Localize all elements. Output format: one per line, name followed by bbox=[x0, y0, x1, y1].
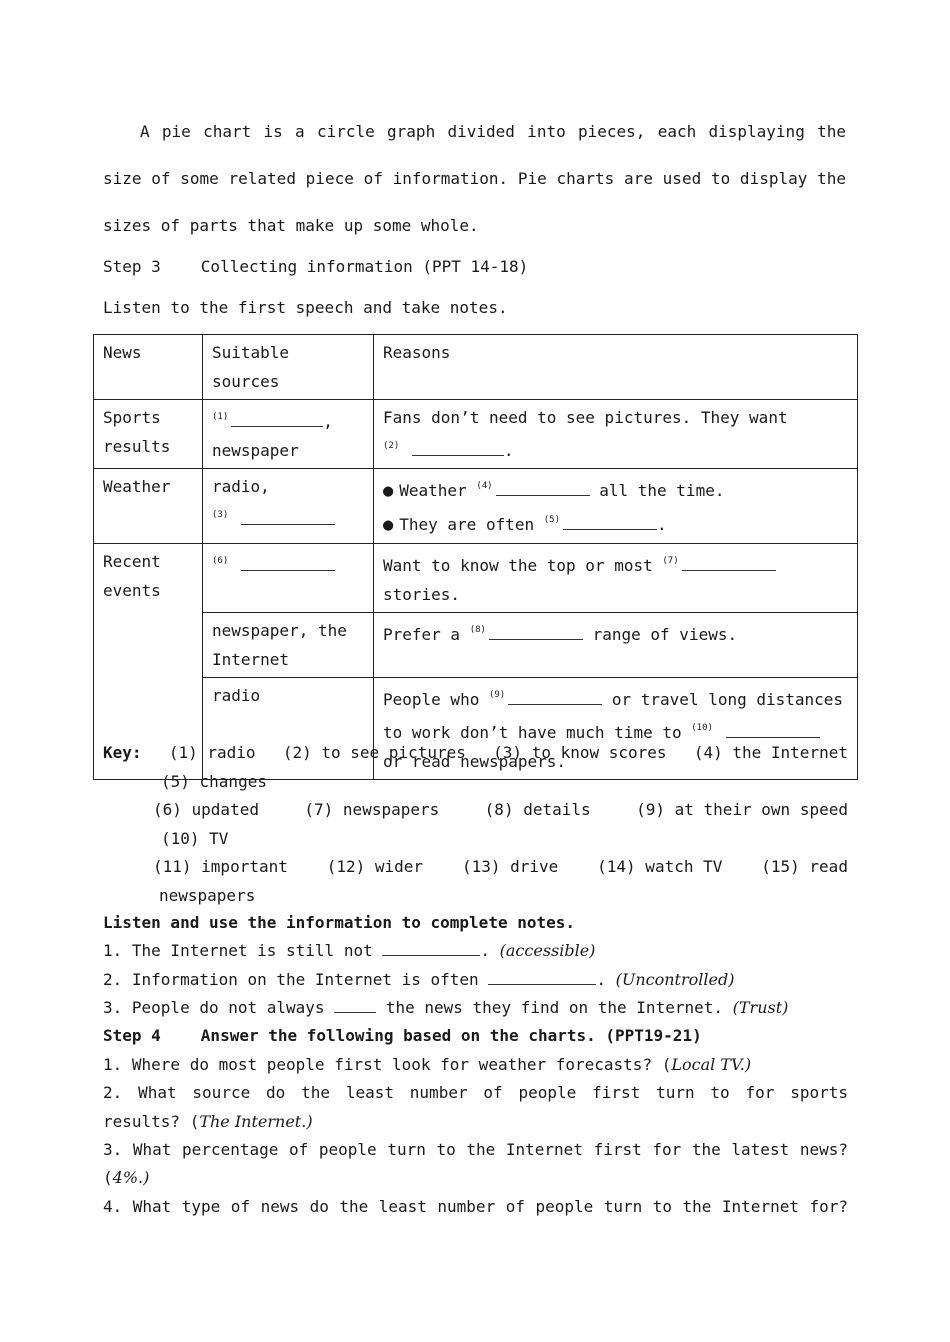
answer-blank[interactable] bbox=[382, 941, 480, 956]
reason-text: range of views. bbox=[592, 625, 738, 644]
list-item bbox=[103, 966, 848, 994]
blank-number: (7) bbox=[662, 556, 679, 566]
reason-text: all the time. bbox=[599, 481, 725, 500]
reason-cell bbox=[374, 544, 858, 613]
header-reasons: Reasons bbox=[374, 335, 858, 400]
step3-title: Collecting information (PPT 14-18) bbox=[200, 257, 529, 276]
question-answer: (4%.) bbox=[103, 1168, 150, 1187]
blank-number: (3) bbox=[212, 510, 229, 520]
news-cell: Sports results bbox=[94, 400, 203, 469]
key-item: (12) wider bbox=[326, 857, 424, 876]
answer-hint: (accessible) bbox=[499, 941, 596, 960]
key-item: (2) to see pictures bbox=[282, 743, 466, 762]
step4-heading bbox=[103, 1022, 848, 1050]
answer-hint: (Uncontrolled) bbox=[615, 970, 735, 989]
key-item: (15) read bbox=[761, 857, 848, 876]
blank-number: (9) bbox=[488, 690, 506, 700]
reason-text: to work don’t have much time to bbox=[383, 723, 682, 742]
source-cell: newspaper, the Internet bbox=[203, 613, 374, 678]
answer-blank[interactable] bbox=[682, 556, 776, 571]
key-item: (14) watch TV bbox=[597, 857, 723, 876]
list-item bbox=[103, 994, 848, 1022]
key-item: (7) newspapers bbox=[304, 800, 440, 819]
table-header-row bbox=[94, 335, 858, 400]
blank-number: (1) bbox=[212, 412, 229, 422]
reason-text: . bbox=[657, 515, 667, 534]
key-item: (10) TV bbox=[161, 828, 229, 848]
intro-paragraph: A pie chart is a circle graph divided into pieces, each displaying the size of some related piece of information. Pie charts are used to display the sizes of parts that make up some whole. bbox=[103, 122, 846, 235]
blank-number: (6) bbox=[212, 556, 229, 566]
answer-hint: Local TV.) bbox=[671, 1055, 752, 1074]
question-text: 1. Where do most people first look for weather forecasts? bbox=[103, 1055, 653, 1074]
reason-cell bbox=[374, 400, 858, 469]
question-item: 3. What percentage of people turn to the Internet first for the latest news? bbox=[103, 1140, 848, 1159]
answer-blank[interactable] bbox=[563, 515, 657, 530]
news-cell: Recent events bbox=[94, 544, 203, 780]
blank-number: (5) bbox=[543, 515, 561, 525]
header-sources: Suitable sources bbox=[203, 335, 374, 400]
item-text: 1. The Internet is still not bbox=[103, 941, 373, 960]
reason-text: They are often bbox=[399, 515, 535, 534]
question-item: 4. What type of news do the least number of people turn to the Internet for? bbox=[103, 1197, 848, 1216]
reason-text: People who bbox=[383, 690, 480, 709]
key-item: (4) the Internet bbox=[693, 743, 848, 762]
item-text: the news they find on the Internet. bbox=[385, 998, 723, 1017]
blank-number: (2) bbox=[383, 441, 400, 451]
answer-hint: 4%.) bbox=[112, 1168, 150, 1187]
blank-number: (4) bbox=[476, 481, 493, 491]
source-text: radio, bbox=[212, 477, 270, 496]
bullet-icon: ● bbox=[383, 481, 394, 501]
bullet-icon: ● bbox=[383, 515, 394, 535]
answer-blank[interactable] bbox=[496, 481, 590, 496]
question-text: results? bbox=[103, 1112, 181, 1131]
answer-blank[interactable] bbox=[334, 998, 376, 1013]
key-label: Key: bbox=[103, 743, 142, 762]
item-text: 3. People do not always bbox=[103, 998, 325, 1017]
answer-hint: (Trust) bbox=[732, 998, 789, 1017]
answer-blank[interactable] bbox=[241, 556, 335, 571]
key-item: (5) changes bbox=[161, 771, 267, 791]
source-cell bbox=[203, 400, 374, 469]
reason-text: Fans don’t need to see pictures. They want bbox=[383, 408, 788, 427]
item-text: . bbox=[596, 970, 606, 989]
answer-key bbox=[103, 739, 848, 910]
answer-hint: The Internet.) bbox=[199, 1112, 313, 1131]
answer-blank[interactable] bbox=[726, 723, 820, 738]
blank-number: (10) bbox=[691, 723, 713, 733]
key-item: newspapers bbox=[159, 885, 256, 905]
key-line bbox=[103, 796, 848, 825]
news-cell: Weather bbox=[94, 469, 203, 544]
source-cell bbox=[203, 544, 374, 613]
complete-notes-title: Listen and use the information to complete notes. bbox=[103, 913, 576, 932]
answer-blank[interactable] bbox=[412, 441, 504, 456]
table-row bbox=[94, 469, 858, 544]
source-text: , newspaper bbox=[212, 412, 333, 460]
reason-text: Weather bbox=[399, 481, 467, 500]
key-item: (8) details bbox=[484, 800, 591, 819]
step4-title: Answer the following based on the charts. (PPT19-21) bbox=[200, 1026, 702, 1045]
key-item: (1) radio bbox=[168, 743, 256, 762]
question-item: results? (The Internet.) bbox=[103, 1112, 313, 1131]
key-line bbox=[103, 739, 848, 768]
question-item: 2. What source do the least number of people first turn to for sports bbox=[103, 1083, 848, 1102]
source-cell bbox=[203, 469, 374, 544]
reason-text: stories. bbox=[383, 585, 461, 604]
reason-text: . bbox=[503, 441, 514, 460]
source-cell: radio bbox=[203, 678, 374, 780]
reason-cell bbox=[374, 469, 858, 544]
key-item: (6) updated bbox=[153, 800, 259, 819]
answer-blank[interactable] bbox=[489, 625, 583, 640]
answer-blank[interactable] bbox=[508, 690, 602, 705]
key-item: (9) at their own speed bbox=[636, 800, 848, 819]
list-item bbox=[103, 937, 848, 965]
item-text: 2. Information on the Internet is often bbox=[103, 970, 479, 989]
answer-blank[interactable] bbox=[488, 970, 596, 985]
key-item: (11) important bbox=[153, 857, 288, 876]
listen-instruction: Listen to the first speech and take notes. bbox=[103, 298, 508, 317]
step4-label: Step 4 bbox=[103, 1026, 161, 1045]
table-row bbox=[94, 613, 858, 678]
reason-text: or travel long distances bbox=[611, 690, 844, 709]
step3-label: Step 3 bbox=[103, 257, 161, 276]
header-news: News bbox=[94, 335, 203, 400]
reason-text: or read newspapers. bbox=[383, 752, 567, 771]
blank-number: (8) bbox=[469, 625, 486, 635]
reason-cell bbox=[374, 613, 858, 678]
question-item: 1. Where do most people first look for weather forecasts? (Local TV.) bbox=[103, 1055, 752, 1074]
reason-text: Want to know the top or most bbox=[383, 556, 653, 575]
item-text: . bbox=[480, 941, 490, 960]
table-row bbox=[94, 400, 858, 469]
key-item: (3) to know scores bbox=[493, 743, 667, 762]
key-item: (13) drive bbox=[461, 857, 559, 876]
answer-blank[interactable] bbox=[241, 510, 335, 525]
step3-heading bbox=[103, 253, 848, 281]
key-line bbox=[103, 853, 848, 882]
notes-table bbox=[93, 334, 858, 780]
answer-blank[interactable] bbox=[231, 412, 323, 427]
reason-text: Prefer a bbox=[383, 625, 461, 644]
table-row bbox=[94, 544, 858, 613]
